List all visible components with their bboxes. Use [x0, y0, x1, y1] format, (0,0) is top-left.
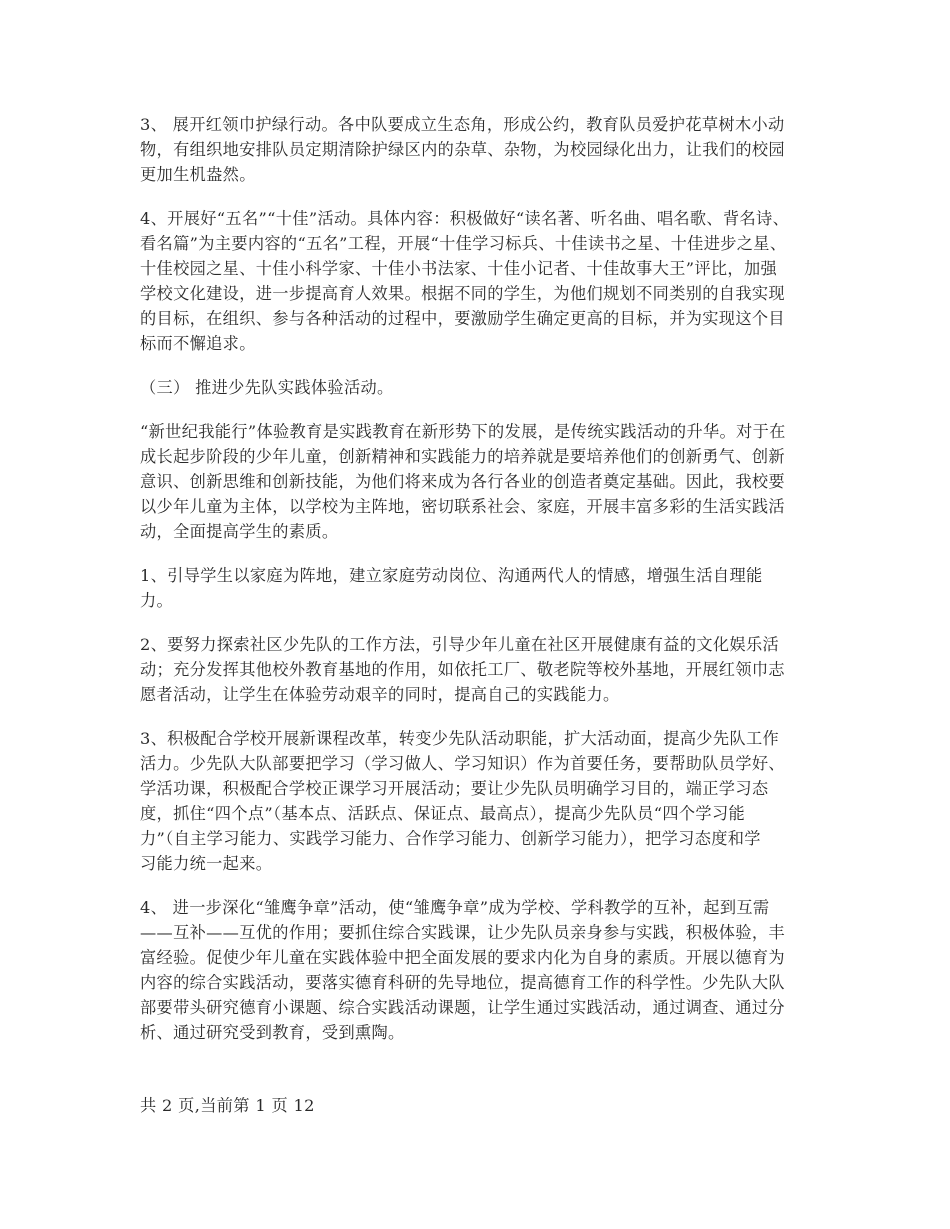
text-line: 活力。少先队大队部要把学习（学习做人、学习知识）作为首要任务，要帮助队员学好、 [140, 754, 785, 773]
text-line: 看名篇”为主要内容的“五名”工程，开展“十佳学习标兵、十佳读书之星、十佳进步之星、 [140, 234, 787, 253]
paragraph-experience-education [140, 419, 812, 544]
text-line: 内容的综合实践活动，要落实德育科研的先导地位，提高德育工作的科学性。少先队大队 [140, 973, 785, 992]
paragraph-green-action [140, 112, 812, 187]
text-line: 3、 展开红领巾护绿行动。各中队要成立生态角，形成公约，教育队员爱护花草树木小动 [140, 115, 785, 134]
text-line: 动，全面提高学生的素质。 [140, 522, 339, 541]
text-line: 4、 进一步深化“雏鹰争章”活动，使“雏鹰争章”成为学校、学科教学的互补，起到互需 [140, 898, 770, 917]
text-line: 十佳校园之星、十佳小科学家、十佳小书法家、十佳小记者、十佳故事大王”评比，加强 [140, 259, 778, 278]
text-line: 习能力统一起来。 [140, 854, 273, 873]
text-line: 力。 [140, 591, 174, 610]
text-line: 标而不懈追求。 [140, 334, 256, 353]
text-line: 学活功课，积极配合学校正课学习开展活动；要让少先队员明确学习目的，端正学习态 [140, 779, 769, 798]
text-line: 部要带头研究德育小课题、综合实践活动课题，让学生通过实践活动，通过调查、通过分 [140, 998, 785, 1017]
heading-line: （三） 推进少先队实践体验活动。 [140, 378, 394, 397]
text-line: 愿者活动，让学生在体验劳动艰辛的同时，提高自己的实践能力。 [140, 685, 620, 704]
page-footer: 共 2 页,当前第 1 页 12 [140, 1096, 315, 1115]
paragraph-community [140, 632, 812, 707]
paragraph-curriculum-reform [140, 726, 812, 876]
text-line: 物，有组织地安排队员定期清除护绿区内的杂草、杂物，为校园绿化出力，让我们的校园 [140, 140, 785, 159]
section-heading-practice [140, 375, 812, 400]
paragraph-eagle-badge [140, 895, 812, 1045]
text-line: 更加生机盎然。 [140, 165, 256, 184]
text-line: 富经验。促使少年儿童在实践体验中把全面发展的要求内化为自身的素质。开展以德育为 [140, 948, 785, 967]
text-line: ——互补——互优的作用；要抓住综合实践课，让少先队员亲身参与实践，积极体验，丰 [140, 923, 785, 942]
text-line: 动；充分发挥其他校外教育基地的作用，如依托工厂、敬老院等校外基地，开展红领巾志 [140, 660, 785, 679]
text-line: 4、开展好“五名”“十佳”活动。具体内容：积极做好“读名著、听名曲、唱名歌、背名诗、 [140, 209, 790, 228]
text-line: 3、积极配合学校开展新课程改革，转变少先队活动职能，扩大活动面，提高少先队工作 [140, 729, 780, 748]
paragraph-family-base [140, 563, 812, 613]
document-body [140, 112, 812, 1064]
text-line: “新世纪我能行”体验教育是实践教育在新形势下的发展，是传统实践活动的升华。对于在 [140, 422, 786, 441]
text-line: 的目标，在组织、参与各种活动的过程中，要激励学生确定更高的目标，并为实现这个目 [140, 309, 785, 328]
text-line: 度，抓住“四个点”（基本点、活跃点、保证点、最高点），提高少先队员“四个学习能 [140, 804, 746, 823]
paragraph-five-names-ten-best [140, 206, 812, 356]
text-line: 成长起步阶段的少年儿童，创新精神和实践能力的培养就是要培养他们的创新勇气、创新 [140, 447, 785, 466]
text-line: 以少年儿童为主体，以学校为主阵地，密切联系社会、家庭，开展丰富多彩的生活实践活 [140, 497, 785, 516]
text-line: 2、要努力探索社区少先队的工作方法，引导少年儿童在社区开展健康有益的文化娱乐活 [140, 635, 780, 654]
text-line: 力”（自主学习能力、实践学习能力、合作学习能力、创新学习能力），把学习态度和学 [140, 829, 761, 848]
text-line: 学校文化建设，进一步提高育人效果。根据不同的学生，为他们规划不同类别的自我实现 [140, 284, 785, 303]
text-line: 析、通过研究受到教育，受到熏陶。 [140, 1023, 405, 1042]
text-line: 1、引导学生以家庭为阵地，建立家庭劳动岗位、沟通两代人的情感，增强生活自理能 [140, 566, 763, 585]
text-line: 意识、创新思维和创新技能，为他们将来成为各行各业的创造者奠定基础。因此，我校要 [140, 472, 785, 491]
